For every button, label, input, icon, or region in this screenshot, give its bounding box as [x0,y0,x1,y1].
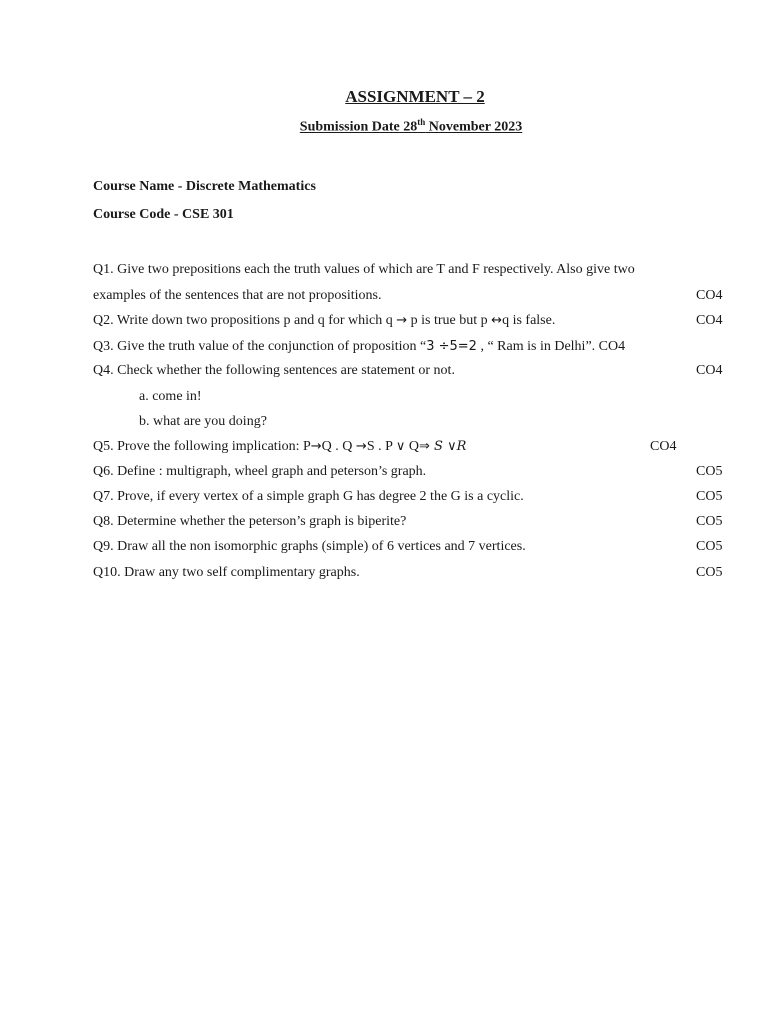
arrow-right-icon: → [355,439,367,454]
question-5-text-d: Q [405,439,420,454]
question-5-text-c: S . P [366,439,396,454]
question-2 [93,313,555,329]
question-2-text-a: Q2. Write down two propositions p and q for which q [93,313,397,328]
question-5-co: CO4 [650,439,677,454]
question-4-item-a: a. come in! [139,389,202,404]
question-4: Q4. Check whether the following sentences are statement or not. [93,363,455,378]
question-9: Q9. Draw all the non isomorphic graphs (simple) of 6 vertices and 7 vertices. [93,539,526,554]
implies-symbol: ⇒ [419,439,430,454]
question-6-co: CO5 [696,464,723,479]
question-2-text-c: q is false. [502,313,556,328]
question-3-text-b: , “ Ram is in Delhi”. CO4 [476,339,626,354]
question-2-text-b: p is true but p [407,313,492,328]
submission-date-prefix: Submission Date 28 [299,119,418,135]
course-name: Course Name - Discrete Mathematics [93,179,316,194]
question-5-text-b: Q . Q [321,439,356,454]
arrow-both-icon: ↔ [491,313,503,328]
question-3-text-a: Q3. Give the truth value of the conjunction of proposition “ [93,339,427,354]
question-1-co: CO4 [696,288,723,303]
course-code: Course Code - CSE 301 [93,207,234,222]
or-symbol: ∨ [395,439,406,454]
question-6: Q6. Define : multigraph, wheel graph and peterson’s graph. [93,464,427,479]
submission-date-sup: th [417,117,426,127]
question-3 [93,339,625,355]
question-8: Q8. Determine whether the peterson’s graph is biperite? [93,514,407,529]
question-4-item-b: b. what are you doing? [139,414,267,429]
submission-date [0,117,768,136]
arrow-right-icon: → [310,439,322,454]
question-7-co: CO5 [696,489,723,504]
question-7: Q7. Prove, if every vertex of a simple graph G has degree 2 the G is a cyclic. [93,489,524,504]
question-10-co: CO5 [696,565,723,580]
question-5 [93,439,466,455]
question-9-co: CO5 [696,539,723,554]
arrow-right-icon: → [396,313,408,328]
question-1-line-1: Q1. Give two prepositions each the truth values of which are T and F respectively. Also give two [93,262,635,277]
submission-date-suffix: November 2023 [425,119,523,135]
question-10: Q10. Draw any two self complimentary graphs. [93,565,360,580]
assignment-title: ASSIGNMENT – 2 [345,87,485,106]
question-2-co: CO4 [696,313,723,328]
question-5-text-e: S ∨R [429,439,467,454]
question-3-math: 3 ÷5=2 [426,339,477,354]
question-5-text-a: Q5. Prove the following implication: P [93,439,311,454]
question-8-co: CO5 [696,514,723,529]
question-4-co: CO4 [696,363,723,378]
question-1-line-2: examples of the sentences that are not propositions. [93,288,382,303]
